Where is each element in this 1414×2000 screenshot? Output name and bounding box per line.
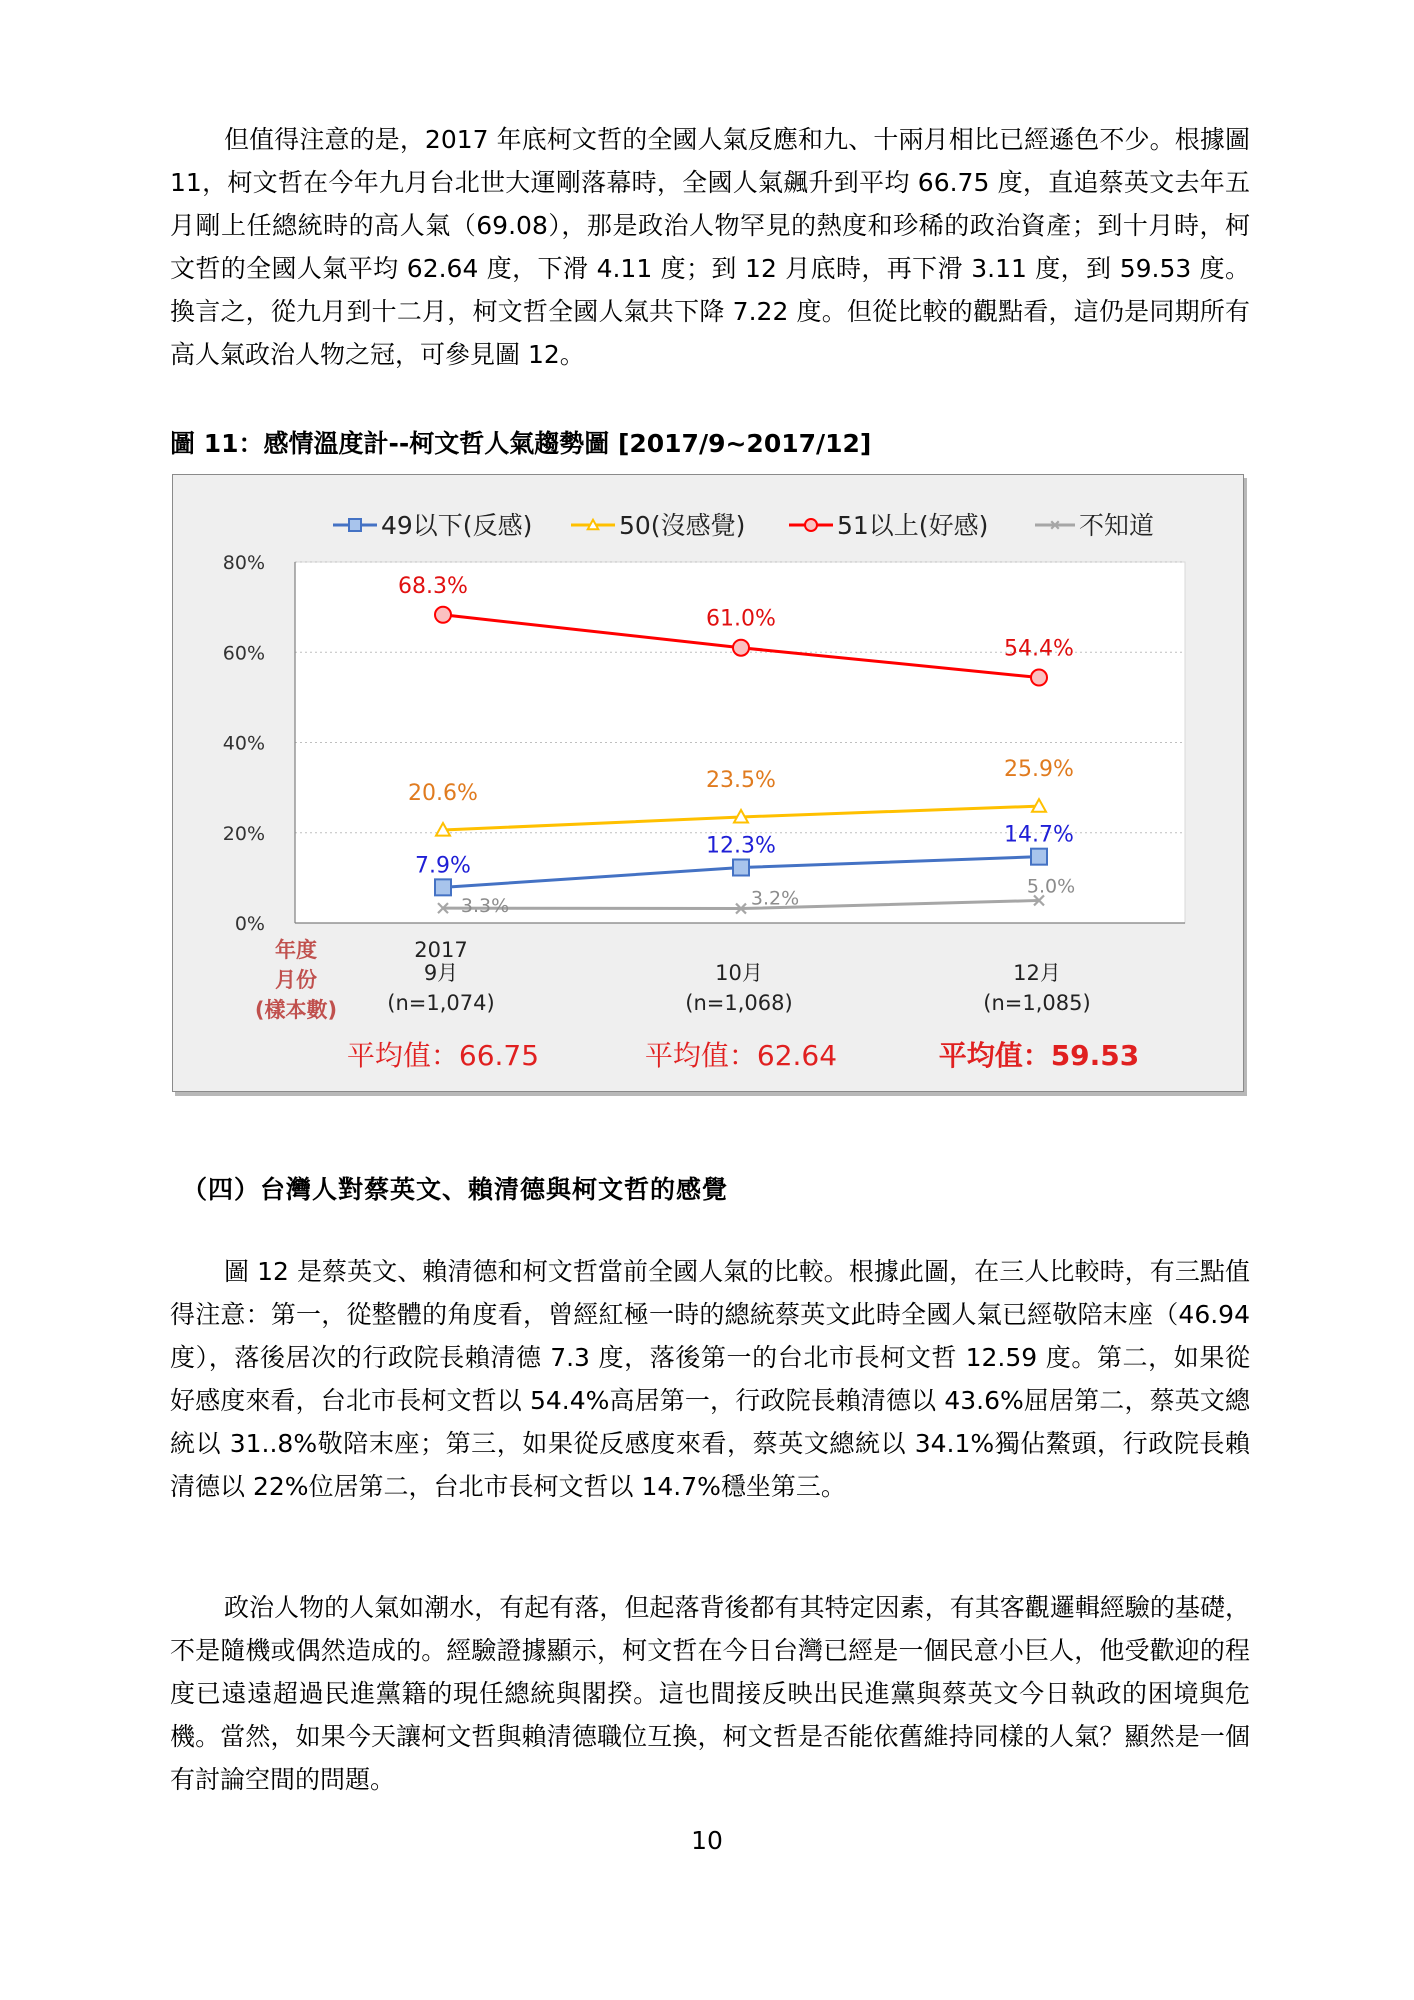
y-tick-label: 40% — [222, 732, 265, 755]
data-label: 20.6% — [408, 781, 478, 807]
x-month-label: 12月 — [1013, 961, 1061, 985]
comparison-paragraph: 圖 12 是蔡英文、賴清德和柯文哲當前全國人氣的比較。根據此圖，在三人比較時，有三點值得注意：第一，從整體的角度看，曾經紅極一時的總統蔡英文此時全國人氣已經敬陪末座（46.94 度），落後居次的行政院長賴清德 7.3 度，落後第一的台北市長柯文哲 12.59 度。第二，如果從好感度來看，台北市長柯文哲以 54.4%高居第一，行政院長賴清德以 43.6%屈居第二，蔡英文總統以 31..8%敬陪末座；第三，如果從反感度來看，蔡英文總統以 34.1%獨佔鰲頭，行政院長賴清德以 22%位居第二，台北市長柯文哲以 14.7%穩坐第三。 — [170, 1257, 1250, 1501]
x-month-label: 10月 — [715, 961, 763, 985]
chart-canvas — [173, 475, 1243, 1091]
x-row-label: 年度 — [275, 938, 317, 962]
y-tick-label: 20% — [222, 822, 265, 845]
data-label: 7.9% — [415, 853, 471, 879]
data-marker — [733, 859, 749, 875]
legend-marker — [588, 520, 599, 529]
data-label: 5.0% — [1026, 875, 1076, 898]
mean-value-label: 平均值：59.53 — [938, 1039, 1140, 1072]
legend-marker — [805, 519, 817, 531]
x-row-label: 月份 — [275, 968, 317, 992]
data-label: 14.7% — [1004, 822, 1074, 848]
conclusion-paragraph: 政治人物的人氣如潮水，有起有落，但起落背後都有其特定因素，有其客觀邏輯經驗的基礎，不是隨機或偶然造成的。經驗證據顯示，柯文哲在今日台灣已經是一個民意小巨人，他受歡迎的程度已遠遠超過民進黨籍的現任總統與閣揆。這也間接反映出民進黨與蔡英文今日執政的困境與危機。當然，如果今天讓柯文哲與賴清德職位互換，柯文哲是否能依舊維持同樣的人氣？顯然是一個有討論空間的問題。 — [170, 1593, 1250, 1794]
data-marker — [435, 879, 451, 895]
y-tick-label: 60% — [222, 642, 265, 665]
temperature-trend-chart — [172, 474, 1244, 1092]
data-label: 3.3% — [460, 895, 510, 918]
x-year-label: 2017 — [414, 938, 468, 962]
mean-value-label: 平均值：66.75 — [346, 1039, 540, 1072]
legend-label: 50(沒感覺) — [619, 511, 746, 540]
data-label: 23.5% — [706, 767, 776, 793]
data-marker — [435, 607, 451, 623]
x-sample-label: (n=1,074) — [387, 991, 495, 1015]
data-label: 54.4% — [1004, 636, 1074, 662]
x-sample-label: (n=1,085) — [983, 991, 1091, 1015]
page-number: 10 — [691, 1826, 723, 1855]
data-marker — [733, 640, 749, 656]
mean-value-label: 平均值：62.64 — [644, 1039, 838, 1072]
data-label: 68.3% — [398, 573, 468, 599]
data-marker — [1031, 849, 1047, 865]
x-month-label: 9月 — [423, 961, 459, 985]
data-label: 3.2% — [750, 887, 800, 910]
data-label: 61.0% — [706, 606, 776, 632]
section-heading: （四）台灣人對蔡英文、賴清德與柯文哲的感覺 — [182, 1175, 729, 1204]
data-marker — [1031, 670, 1047, 686]
figure-caption: 圖 11：感情溫度計--柯文哲人氣趨勢圖 [2017/9~2017/12] — [170, 429, 872, 458]
x-row-label: (樣本數) — [254, 998, 338, 1022]
legend-label: 49以下(反感) — [381, 511, 533, 540]
data-label: 25.9% — [1004, 757, 1074, 783]
intro-paragraph: 但值得注意的是，2017 年底柯文哲的全國人氣反應和九、十兩月相比已經遜色不少。根據圖 11，柯文哲在今年九月台北世大運剛落幕時，全國人氣飆升到平均 66.75 度，直追蔡英文去年五月剛上任總統時的高人氣（69.08），那是政治人物罕見的熱度和珍稀的政治資產；到十月時，柯文哲的全國人氣平均 62.64 度，下滑 4.11 度；到 12 月底時，再下滑 3.11 度，到 59.53 度。換言之，從九月到十二月，柯文哲全國人氣共下降 7.22 度。但從比較的觀點看，這仍是同期所有高人氣政治人物之冠，可參見圖 12。 — [170, 125, 1250, 369]
x-sample-label: (n=1,068) — [685, 991, 793, 1015]
y-tick-label: 0% — [234, 913, 265, 935]
legend-label: 不知道 — [1079, 511, 1155, 540]
data-label: 12.3% — [706, 833, 776, 859]
legend-marker — [349, 519, 361, 531]
legend-label: 51以上(好感) — [837, 511, 989, 540]
y-tick-label: 80% — [222, 552, 265, 574]
